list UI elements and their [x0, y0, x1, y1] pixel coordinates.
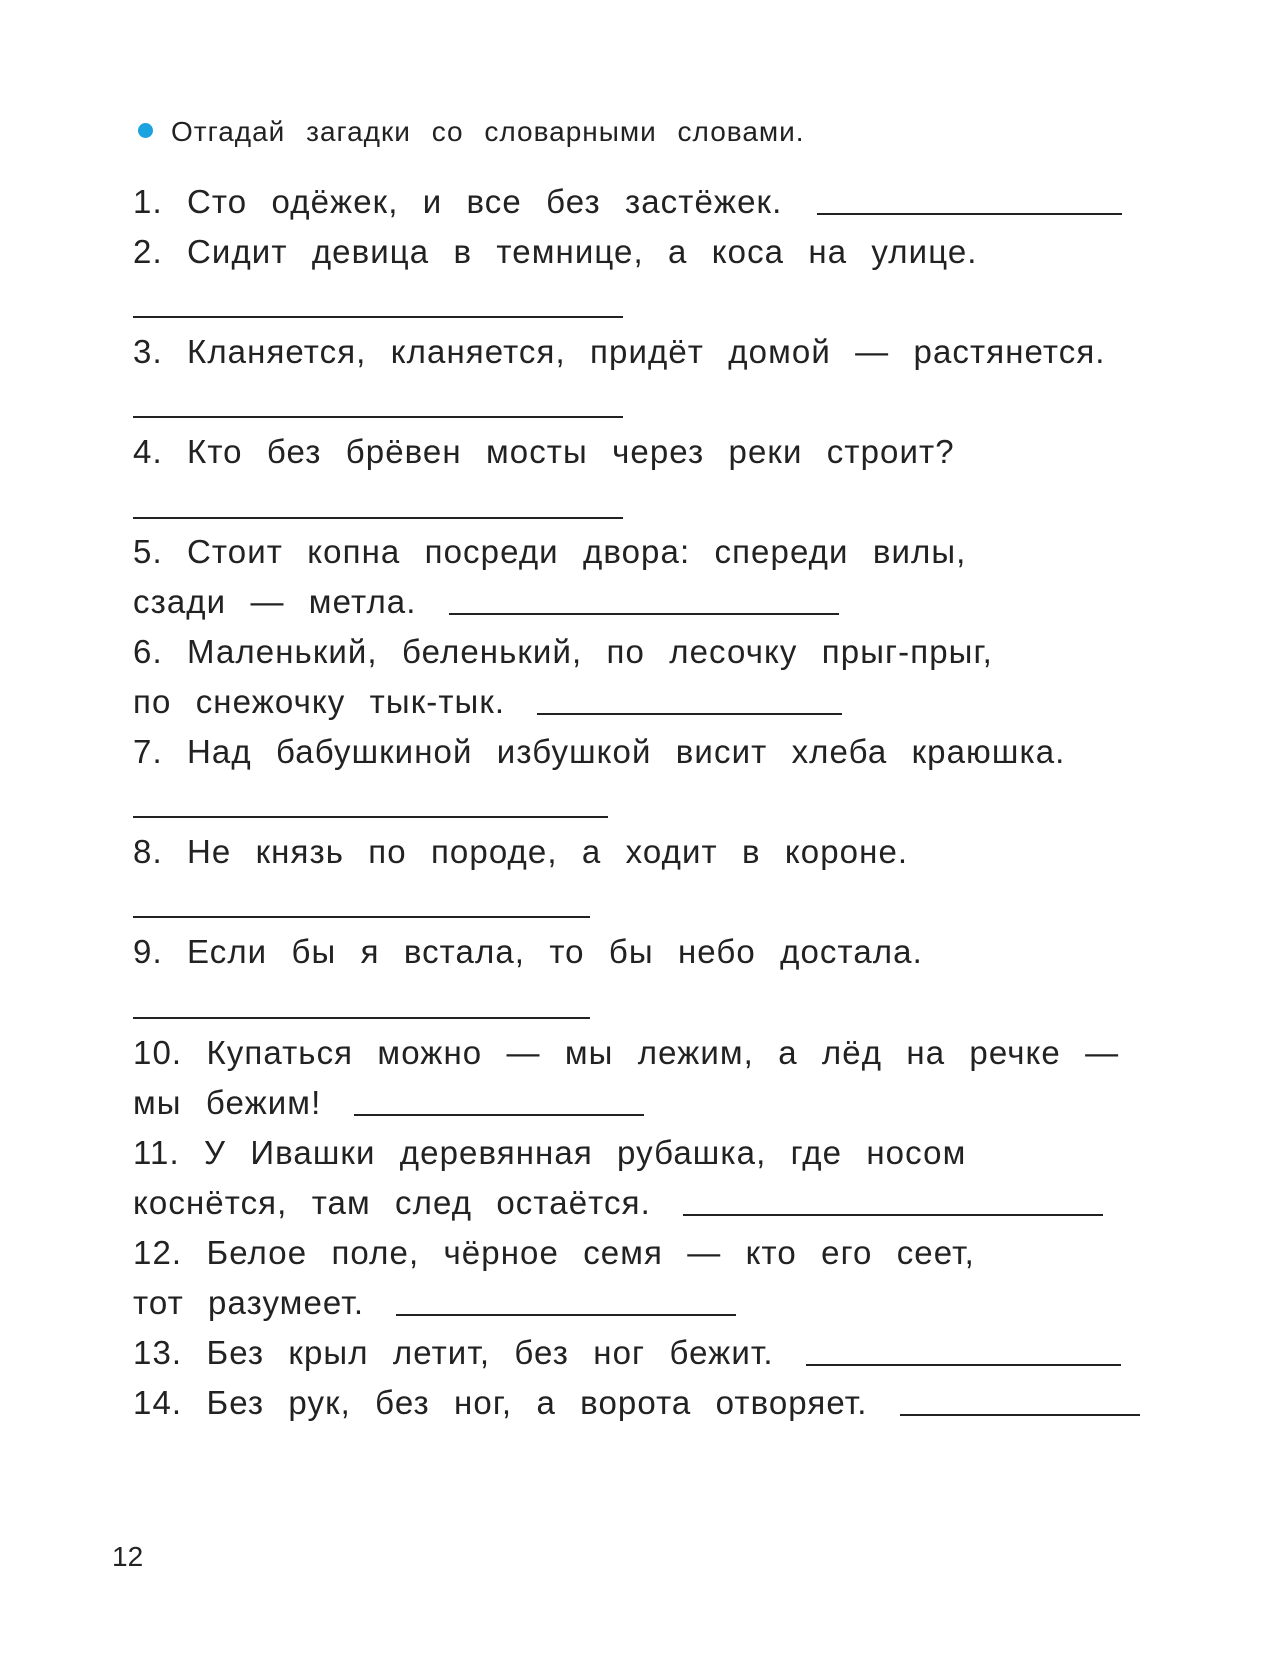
bullet-icon: [138, 123, 153, 138]
riddle-6-text: 6. Маленький, беленький, по лесочку прыг-прыг,: [133, 633, 993, 670]
answer-line-6[interactable]: [537, 713, 842, 715]
riddle-3-text: 3. Кланяется, кланяется, придёт домой — растянется.: [133, 333, 1106, 370]
answer-line-4[interactable]: [133, 517, 623, 519]
riddle-6: [133, 632, 993, 672]
answer-line-14[interactable]: [900, 1414, 1140, 1416]
riddle-10-text: 10. Купаться можно — мы лежим, а лёд на речке —: [133, 1034, 1120, 1071]
riddle-8: [133, 832, 908, 872]
riddle-11-text: 11. У Ивашки деревянная рубашка, где носом: [133, 1134, 967, 1171]
answer-line-10[interactable]: [354, 1114, 644, 1116]
answer-line-13[interactable]: [806, 1364, 1121, 1366]
riddle-13: [133, 1333, 1121, 1373]
riddle-6-continued: [133, 682, 842, 722]
riddle-10-text-2: мы бежим!: [133, 1084, 322, 1121]
answer-line-1[interactable]: [817, 213, 1122, 215]
instruction: [138, 114, 805, 150]
riddle-11-continued: [133, 1183, 1103, 1223]
riddle-6-text-2: по снежочку тык-тык.: [133, 683, 506, 720]
riddle-12-continued: [133, 1283, 736, 1323]
riddle-5-text: 5. Стоит копна посреди двора: спереди вилы,: [133, 533, 967, 570]
riddle-9-text: 9. Если бы я встала, то бы небо достала.: [133, 933, 923, 970]
riddle-7: [133, 732, 1065, 772]
riddle-2: [133, 232, 978, 272]
answer-line-7[interactable]: [133, 816, 608, 818]
riddle-1: [133, 182, 1122, 222]
riddle-1-text: 1. Сто одёжек, и все без застёжек.: [133, 183, 783, 220]
answer-line-8[interactable]: [133, 916, 590, 918]
riddle-5: [133, 532, 966, 572]
riddle-7-text: 7. Над бабушкиной избушкой висит хлеба краюшка.: [133, 733, 1066, 770]
riddle-11-text-2: коснётся, там след остаётся.: [133, 1184, 651, 1221]
riddle-12-text: 12. Белое поле, чёрное семя — кто его сеет,: [133, 1234, 975, 1271]
riddle-14-text: 14. Без рук, без ног, а ворота отворяет.: [133, 1384, 868, 1421]
riddle-12-text-2: тот разумеет.: [133, 1284, 365, 1321]
riddle-10-continued: [133, 1083, 644, 1123]
riddle-12: [133, 1233, 975, 1273]
riddle-10: [133, 1033, 1119, 1073]
riddle-5-continued: [133, 582, 839, 622]
answer-line-5[interactable]: [449, 613, 839, 615]
answer-line-11[interactable]: [683, 1214, 1103, 1216]
riddle-2-text: 2. Сидит девица в темнице, а коса на улице.: [133, 233, 978, 270]
page-number: 12: [112, 1541, 144, 1572]
riddle-14: [133, 1383, 1140, 1423]
riddle-9: [133, 932, 923, 972]
instruction-text: Отгадай загадки со словарными словами.: [171, 116, 805, 147]
riddle-8-text: 8. Не князь по породе, а ходит в короне.: [133, 833, 909, 870]
riddle-4: [133, 432, 955, 472]
answer-line-3[interactable]: [133, 416, 623, 418]
riddle-4-text: 4. Кто без брёвен мосты через реки строит?: [133, 433, 955, 470]
riddle-13-text: 13. Без крыл летит, без ног бежит.: [133, 1334, 774, 1371]
riddle-5-text-2: сзади — метла.: [133, 583, 417, 620]
answer-line-9[interactable]: [133, 1017, 590, 1019]
answer-line-12[interactable]: [396, 1314, 736, 1316]
answer-line-2[interactable]: [133, 316, 623, 318]
riddle-3: [133, 332, 1106, 372]
riddle-11: [133, 1133, 966, 1173]
